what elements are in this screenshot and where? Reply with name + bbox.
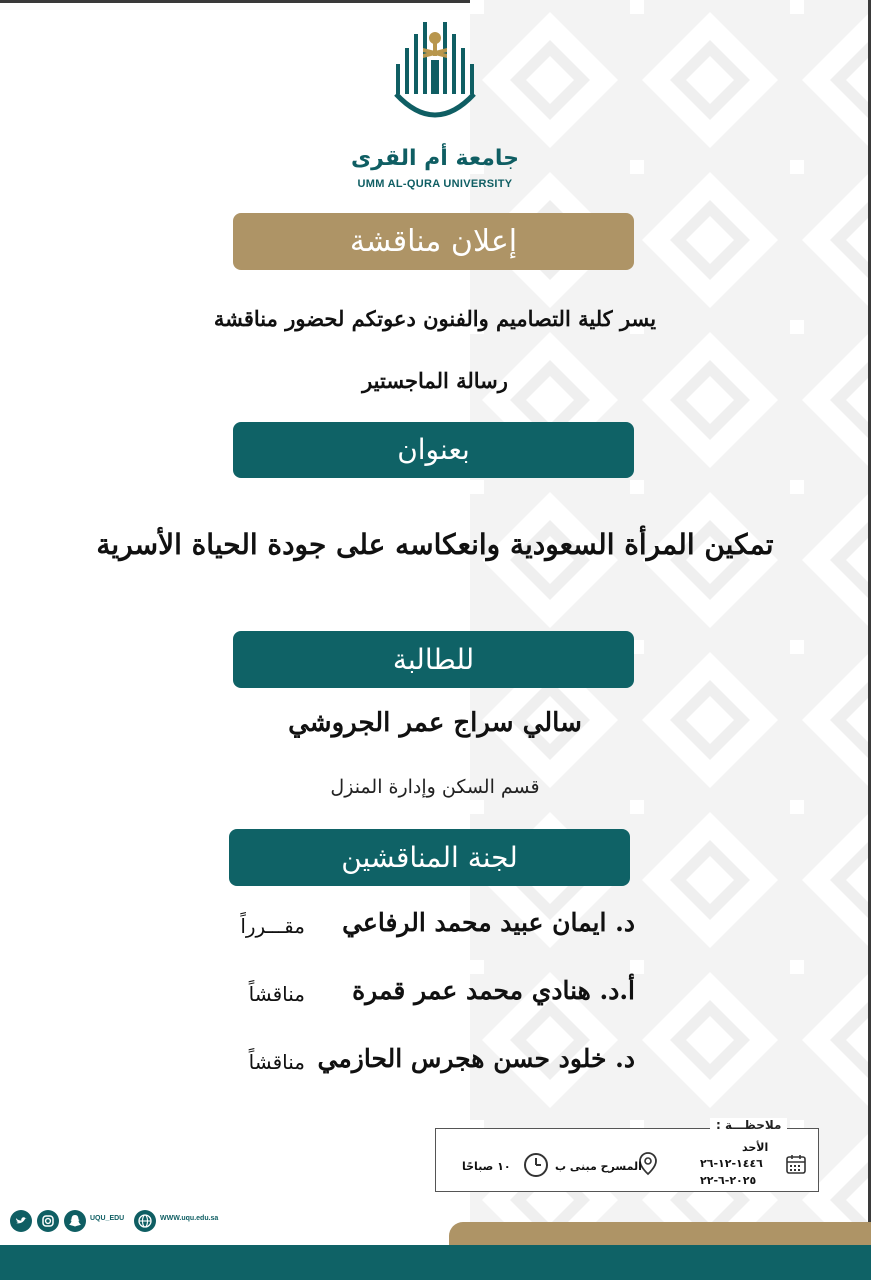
footer-gold-band [449,1222,871,1246]
note-label: ملاحظـــة : [710,1118,787,1132]
student-department: قسم السكن وإدارة المنزل [330,776,540,798]
member-name: د. خلود حسن هجرس الحازمي [317,1044,635,1073]
announcement-banner: إعلان مناقشة [233,213,634,270]
logo-arabic-name: جامعة أم القرى [351,146,519,171]
intro-line-2: رسالة الماجستير [362,368,508,393]
clock-icon [523,1152,549,1178]
snapchat-icon[interactable] [64,1210,86,1232]
social-handle[interactable]: UQU_EDU [90,1215,125,1222]
member-role: مناقشاً [248,982,305,1006]
student-label-banner: للطالبة [233,631,634,688]
website-globe-icon[interactable] [134,1210,156,1232]
title-label-banner: بعنوان [233,422,634,478]
note-day: الأحد [742,1141,769,1154]
instagram-icon[interactable] [37,1210,59,1232]
footer-teal-band [0,1245,871,1280]
intro-line-1: يسر كلية التصاميم والفنون دعوتكم لحضور مناقشة [213,306,657,331]
note-time: ١٠ صباحًا [462,1160,511,1173]
thesis-title: تمكين المرأة السعودية وانعكاسه على جودة الحياة الأسرية [96,528,774,561]
member-name: أ.د. هنادي محمد عمر قمرة [352,976,635,1005]
website-link[interactable]: WWW.uqu.edu.sa [160,1215,219,1222]
calendar-icon [785,1153,807,1175]
note-date-gregorian: ٢٠٢٥-٦-٢٢ [700,1174,757,1187]
note-date-hijri: ١٤٤٦-١٢-٢٦ [700,1157,763,1170]
student-name: سالي سراج عمر الجروشي [288,708,582,738]
twitter-icon[interactable] [10,1210,32,1232]
committee-member [35,1044,635,1084]
logo-english-name: UMM AL-QURA UNIVERSITY [357,178,513,190]
committee-member [35,908,635,948]
university-logo [335,18,535,188]
member-role: مناقشاً [248,1050,305,1074]
member-name: د. ايمان عبيد محمد الرفاعي [342,908,635,937]
university-emblem-icon [390,18,480,130]
committee-member [35,976,635,1016]
member-role: مقـــرراً [240,914,305,938]
note-place: المسرح مبنى ب [555,1160,642,1173]
committee-label-banner: لجنة المناقشين [229,829,630,886]
